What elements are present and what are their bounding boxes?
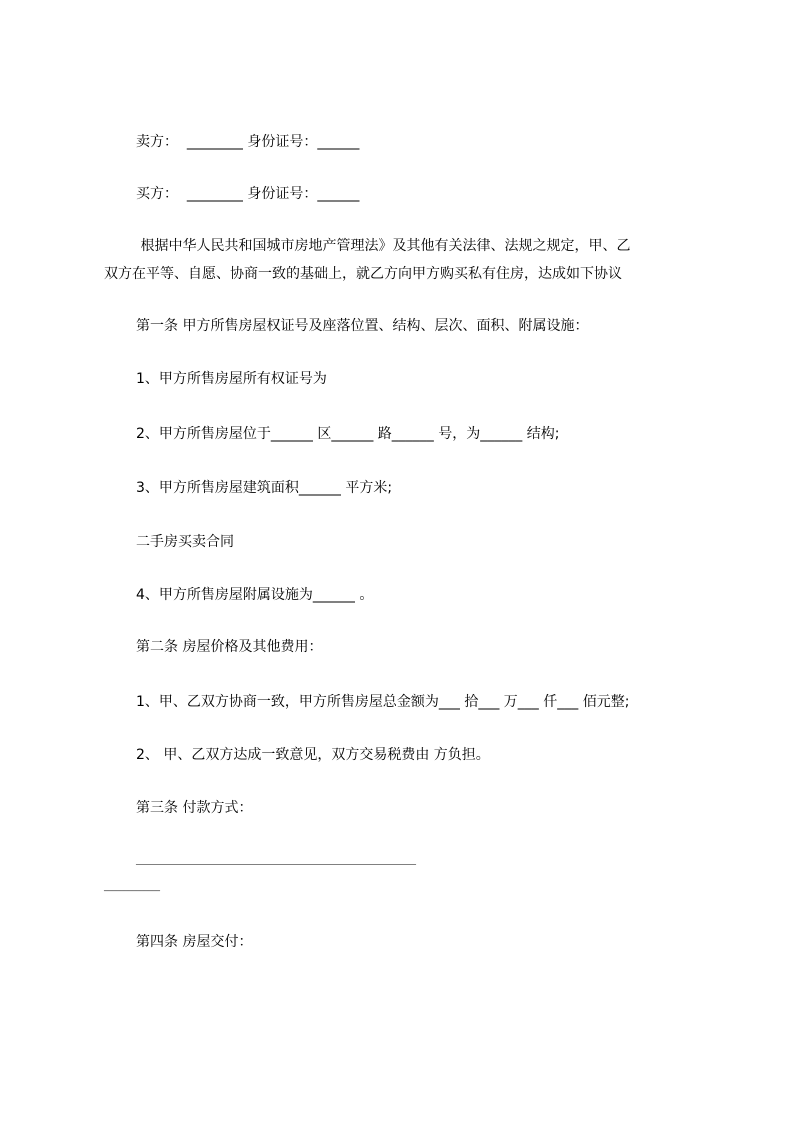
article-1-item-4: 4、甲方所售房屋附属设施为______ 。 (136, 587, 374, 603)
article-1-heading: 第一条 甲方所售房屋权证号及座落位置、结构、层次、面积、附属设施： (136, 318, 589, 334)
article-2-item-2: 2、 甲、乙双方达成一致意见，双方交易税费由 方负担。 (136, 747, 490, 763)
article-1-item-2: 2、甲方所售房屋位于______ 区______ 路______ 号，为______ 结构; (136, 426, 560, 442)
payment-blank-line-2: ______________ (104, 882, 160, 891)
article-2-item-1: 1、甲、乙双方协商一致，甲方所售房屋总金额为___ 拾___ 万___ 仟___ 佰元整; (136, 694, 630, 710)
article-1-item-1: 1、甲方所售房屋所有权证号为 (136, 371, 327, 387)
article-4-heading: 第四条 房屋交付： (136, 934, 253, 950)
payment-blank-line-1: ________________________________________________________________________________ (136, 857, 416, 865)
contract-title: 二手房买卖合同 (136, 534, 234, 550)
article-2-heading: 第二条 房屋价格及其他费用： (136, 639, 323, 655)
preamble-line-2: 双方在平等、自愿、协商一致的基础上，就乙方向甲方购买私有住房，达成如下协议 (104, 266, 622, 282)
seller-line: 卖方： ________ 身份证号：______ (136, 134, 360, 150)
article-3-heading: 第三条 付款方式： (136, 800, 253, 816)
buyer-line: 买方： ________ 身份证号：______ (136, 186, 360, 202)
article-1-item-3: 3、甲方所售房屋建筑面积______ 平方米; (136, 480, 393, 496)
preamble-line-1: 根据中华人民共和国城市房地产管理法》及其他有关法律、法规之规定，甲、乙 (136, 238, 631, 254)
